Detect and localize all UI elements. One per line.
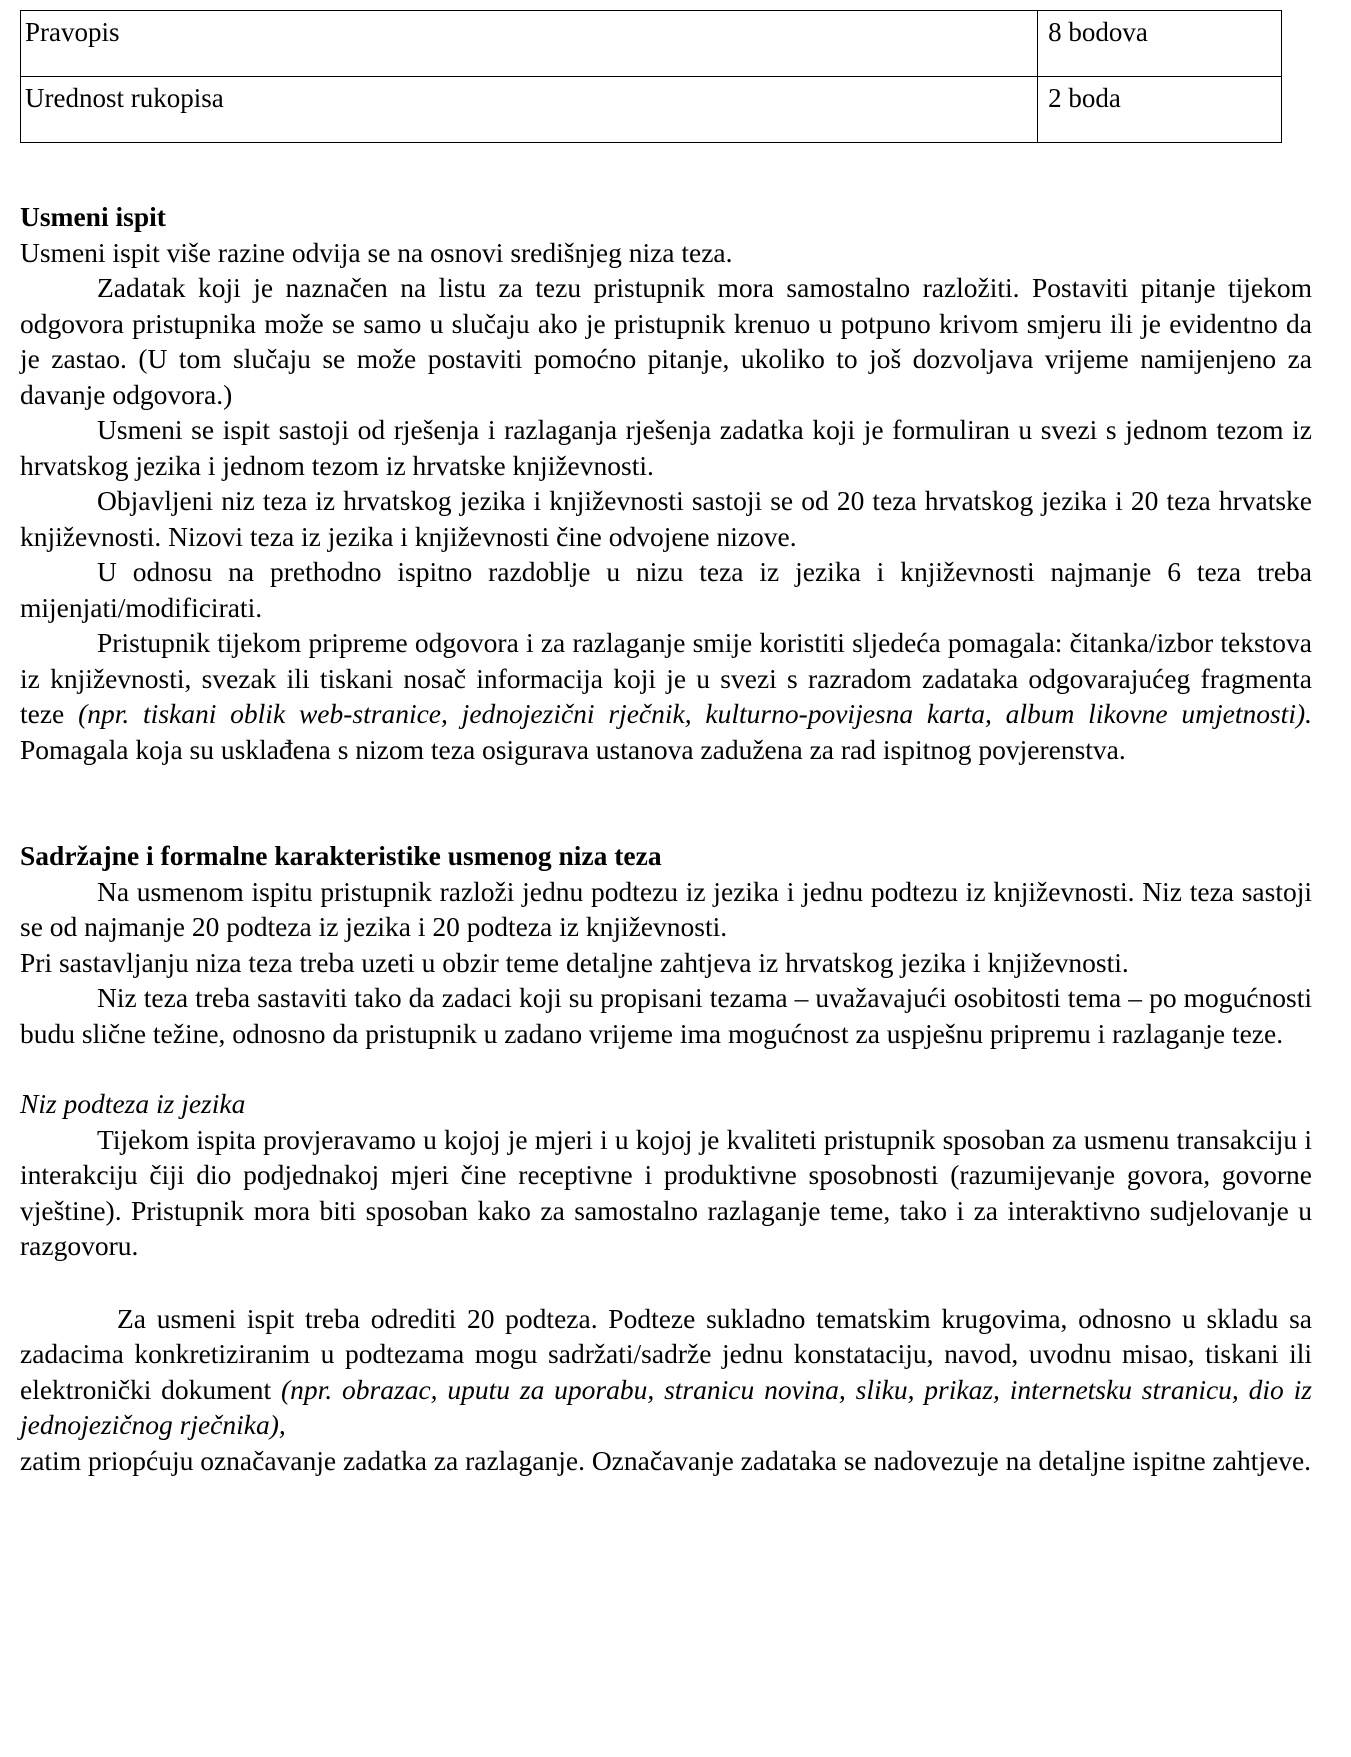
subsection-heading: Niz podteza iz jezika [20,1088,246,1119]
section-heading: Usmeni ispit [20,201,166,232]
score-table [20,10,1282,143]
paragraph [20,1301,1312,1443]
paragraph-italic-text: (npr. tiskani oblik web-stranice, jednojezični rječnik, kulturno-povijesna karta, album likovne umjetnosti). [78,698,1312,729]
paragraph: zatim priopćuju označavanje zadatka za razlaganje. Označavanje zadataka se nadovezuje na detaljne ispitne zahtjeve. [20,1444,1312,1476]
paragraph: Zadatak koji je naznačen na listu za tezu pristupnik mora samostalno razložiti. Postaviti pitanje tijekom odgovora pristupnika može se samo u slučaju ako je pristupnik krenuo u potpuno krivom smjeru ili je evidentno da je zastao. (U tom slučaju se može postaviti pomoćno pitanje, ukoliko to još dozvoljava vrijeme namijenjeno za davanje odgovora.) [20,272,1312,410]
spacer [20,1264,1312,1301]
document-body [20,199,1312,1478]
paragraph: Tijekom ispita provjeravamo u kojoj je mjeri i u kojoj je kvaliteti pristupnik sposoban za usmenu transakciju i interakciju čiji dio podjednakoj mjeri čine receptivne i produktivne sposobnosti (razumijevanje govora, govorne vještine). Pristupnik mora biti sposoban kako za samostalno razlaganje teme, tako i za interaktivno sudjelovanje u razgovoru. [20,1123,1312,1261]
table-row [21,11,1282,77]
paragraph: U odnosu na prethodno ispitno razdoblje u nizu teza iz jezika i književnosti najmanje 6 teza treba mijenjati/modificirati. [20,556,1312,623]
table-cell-label: Pravopis [21,11,1038,77]
paragraph: Niz teza treba sastaviti tako da zadaci koji su propisani tezama – uvažavajući osobitosti tema – po mogućnosti budu slične težine, odnosno da pristupnik u zadano vrijeme ima mogućnost za uspješnu pripremu i razlaganje teze. [20,982,1312,1049]
paragraph: Pri sastavljanju niza teza treba uzeti u obzir teme detaljne zahtjeva iz hrvatskog jezika i književnosti. [20,946,1129,978]
section-heading: Sadržajne i formalne karakteristike usmenog niza teza [20,840,662,871]
paragraph: Objavljeni niz teza iz hrvatskog jezika i književnosti sastoji se od 20 teza hrvatskog jezika i 20 teza hrvatske književnosti. Nizovi teza iz jezika i književnosti čine odvojene nizove. [20,485,1312,552]
spacer [20,767,1312,838]
table-row [21,77,1282,143]
table-cell-points: 8 bodova [1038,11,1282,77]
paragraph-text: Pomagala koja su usklađena s nizom teza osigurava ustanova zadužena za rad ispitnog povjerenstva. [20,733,1126,765]
spacer [20,1051,1312,1086]
paragraph [20,625,1312,767]
paragraph-text: Za usmeni ispit treba odrediti 20 podteza. Podteze sukladno tematskim krugovima, odnosno u skladu sa zadacima konkretiziranim u podtezama mogu sadržati/sadrže jednu konstataciju, navod, uvodnu misao, tiskani ili elektronički dokument [20,1302,1312,1405]
paragraph: Na usmenom ispitu pristupnik razloži jednu podtezu iz jezika i jednu podtezu iz književnosti. Niz teza sastoji se od najmanje 20 podteza iz jezika i 20 podteza iz književnosti. [20,875,1312,942]
paragraph-italic-text: (npr. obrazac, uputu za uporabu, stranicu novina, sliku, prikaz, internetsku stranicu, dio iz jednojezičnog rječnika), [20,1373,1312,1440]
table-cell-label: Urednost rukopisa [21,77,1038,143]
paragraph: Usmeni se ispit sastoji od rješenja i razlaganja rješenja zadatka koji je formuliran u svezi s jednom tezom iz hrvatskog jezika i jednom tezom iz hrvatske književnosti. [20,414,1312,481]
paragraph: Usmeni ispit više razine odvija se na osnovi središnjeg niza teza. [20,236,733,268]
table-cell-points: 2 boda [1038,77,1282,143]
paragraph-text: Pristupnik tijekom pripreme odgovora i za razlaganje smije koristiti sljedeća pomagala: čitanka/izbor tekstova iz književnosti, svezak ili tiskani nosač informacija koji je u svezi s razradom zadataka odgovarajućeg fragmenta teze [20,627,1312,729]
